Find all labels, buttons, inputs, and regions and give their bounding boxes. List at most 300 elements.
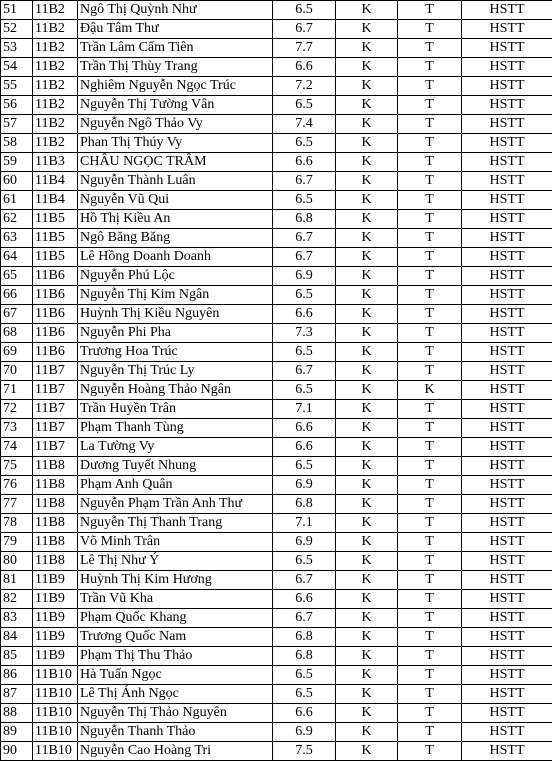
award-cell: HSTT: [462, 704, 552, 723]
score-cell: 6.7: [273, 20, 336, 39]
score-cell: 6.8: [273, 647, 336, 666]
conduct-cell: K: [336, 1, 398, 20]
score-cell: 6.6: [273, 305, 336, 324]
score-cell: 6.5: [273, 96, 336, 115]
academic-cell: T: [398, 742, 462, 761]
award-cell: HSTT: [462, 533, 552, 552]
score-cell: 6.9: [273, 533, 336, 552]
student-name: Huỳnh Thị Kiều Nguyên: [78, 305, 273, 324]
academic-cell: T: [398, 248, 462, 267]
academic-cell: T: [398, 419, 462, 438]
row-number: 84: [1, 628, 33, 647]
student-name: Dương Tuyết Nhung: [78, 457, 273, 476]
academic-cell: T: [398, 495, 462, 514]
conduct-cell: K: [336, 305, 398, 324]
award-cell: HSTT: [462, 742, 552, 761]
row-number: 58: [1, 134, 33, 153]
student-name: Lê Thị Như Ý: [78, 552, 273, 571]
conduct-cell: K: [336, 533, 398, 552]
student-name: Trương Quốc Nam: [78, 628, 273, 647]
score-cell: 6.7: [273, 609, 336, 628]
class-cell: 11B2: [33, 1, 78, 20]
score-cell: 6.5: [273, 381, 336, 400]
row-number: 60: [1, 172, 33, 191]
class-cell: 11B9: [33, 590, 78, 609]
conduct-cell: K: [336, 96, 398, 115]
score-cell: 7.5: [273, 742, 336, 761]
award-cell: HSTT: [462, 134, 552, 153]
row-number: 75: [1, 457, 33, 476]
academic-cell: T: [398, 229, 462, 248]
class-cell: 11B5: [33, 248, 78, 267]
table-row: [1, 457, 552, 476]
score-cell: 6.8: [273, 628, 336, 647]
conduct-cell: K: [336, 210, 398, 229]
conduct-cell: K: [336, 248, 398, 267]
academic-cell: T: [398, 609, 462, 628]
row-number: 77: [1, 495, 33, 514]
table-row: [1, 609, 552, 628]
class-cell: 11B2: [33, 77, 78, 96]
award-cell: HSTT: [462, 476, 552, 495]
award-cell: HSTT: [462, 210, 552, 229]
student-name: Hồ Thị Kiều An: [78, 210, 273, 229]
academic-cell: T: [398, 647, 462, 666]
class-cell: 11B7: [33, 438, 78, 457]
award-cell: HSTT: [462, 628, 552, 647]
student-name: Nguyễn Phạm Trần Anh Thư: [78, 495, 273, 514]
table-row: [1, 58, 552, 77]
table-row: [1, 210, 552, 229]
class-cell: 11B7: [33, 419, 78, 438]
academic-cell: T: [398, 685, 462, 704]
score-cell: 6.7: [273, 248, 336, 267]
conduct-cell: K: [336, 457, 398, 476]
award-cell: HSTT: [462, 571, 552, 590]
conduct-cell: K: [336, 723, 398, 742]
conduct-cell: K: [336, 400, 398, 419]
student-name: Phạm Thị Thu Thảo: [78, 647, 273, 666]
academic-cell: T: [398, 172, 462, 191]
table-row: [1, 552, 552, 571]
academic-cell: T: [398, 476, 462, 495]
table-row: [1, 134, 552, 153]
student-name: CHÂU NGỌC TRÂM: [78, 153, 273, 172]
table-row: [1, 476, 552, 495]
student-name: Lê Hồng Doanh Doanh: [78, 248, 273, 267]
award-cell: HSTT: [462, 495, 552, 514]
row-number: 69: [1, 343, 33, 362]
award-cell: HSTT: [462, 1, 552, 20]
academic-cell: T: [398, 20, 462, 39]
class-cell: 11B7: [33, 362, 78, 381]
score-cell: 6.5: [273, 191, 336, 210]
row-number: 90: [1, 742, 33, 761]
class-cell: 11B7: [33, 400, 78, 419]
award-cell: HSTT: [462, 153, 552, 172]
class-cell: 11B8: [33, 514, 78, 533]
row-number: 87: [1, 685, 33, 704]
class-cell: 11B2: [33, 58, 78, 77]
student-name: Đậu Tâm Thư: [78, 20, 273, 39]
score-cell: 6.7: [273, 172, 336, 191]
score-cell: 7.2: [273, 77, 336, 96]
conduct-cell: K: [336, 172, 398, 191]
row-number: 80: [1, 552, 33, 571]
table-row: [1, 96, 552, 115]
class-cell: 11B3: [33, 153, 78, 172]
student-name: Nguyễn Ngô Thảo Vy: [78, 115, 273, 134]
academic-cell: T: [398, 438, 462, 457]
row-number: 59: [1, 153, 33, 172]
conduct-cell: K: [336, 115, 398, 134]
class-cell: 11B9: [33, 571, 78, 590]
conduct-cell: K: [336, 191, 398, 210]
table-row: [1, 77, 552, 96]
row-number: 79: [1, 533, 33, 552]
student-name: Phạm Quốc Khang: [78, 609, 273, 628]
conduct-cell: K: [336, 286, 398, 305]
award-cell: HSTT: [462, 514, 552, 533]
row-number: 52: [1, 20, 33, 39]
class-cell: 11B7: [33, 381, 78, 400]
row-number: 61: [1, 191, 33, 210]
conduct-cell: K: [336, 628, 398, 647]
class-cell: 11B9: [33, 609, 78, 628]
award-cell: HSTT: [462, 305, 552, 324]
class-cell: 11B9: [33, 647, 78, 666]
conduct-cell: K: [336, 609, 398, 628]
student-name: Võ Minh Trân: [78, 533, 273, 552]
row-number: 70: [1, 362, 33, 381]
class-cell: 11B10: [33, 704, 78, 723]
student-name: Nguyễn Thị Kim Ngân: [78, 286, 273, 305]
class-cell: 11B2: [33, 115, 78, 134]
row-number: 56: [1, 96, 33, 115]
academic-cell: T: [398, 115, 462, 134]
class-cell: 11B8: [33, 552, 78, 571]
score-cell: 6.5: [273, 1, 336, 20]
academic-cell: T: [398, 628, 462, 647]
conduct-cell: K: [336, 552, 398, 571]
table-row: [1, 495, 552, 514]
score-cell: 6.5: [273, 343, 336, 362]
academic-cell: T: [398, 571, 462, 590]
table-row: [1, 381, 552, 400]
award-cell: HSTT: [462, 58, 552, 77]
academic-cell: T: [398, 267, 462, 286]
academic-cell: T: [398, 400, 462, 419]
class-cell: 11B5: [33, 210, 78, 229]
score-cell: 6.5: [273, 457, 336, 476]
score-cell: 6.6: [273, 438, 336, 457]
class-cell: 11B4: [33, 191, 78, 210]
table-row: [1, 419, 552, 438]
academic-cell: T: [398, 552, 462, 571]
table-row: [1, 742, 552, 761]
class-cell: 11B2: [33, 39, 78, 58]
student-name: Trần Lâm Cẩm Tiên: [78, 39, 273, 58]
score-cell: 6.5: [273, 552, 336, 571]
conduct-cell: K: [336, 77, 398, 96]
table-row: [1, 514, 552, 533]
academic-cell: T: [398, 191, 462, 210]
score-cell: 6.8: [273, 210, 336, 229]
award-cell: HSTT: [462, 324, 552, 343]
academic-cell: T: [398, 77, 462, 96]
student-name: Hà Tuấn Ngọc: [78, 666, 273, 685]
table-row: [1, 115, 552, 134]
table-row: [1, 590, 552, 609]
row-number: 71: [1, 381, 33, 400]
student-name: Huỳnh Thị Kim Hương: [78, 571, 273, 590]
academic-cell: T: [398, 1, 462, 20]
academic-cell: K: [398, 381, 462, 400]
row-number: 62: [1, 210, 33, 229]
award-cell: HSTT: [462, 362, 552, 381]
class-cell: 11B8: [33, 495, 78, 514]
class-cell: 11B9: [33, 628, 78, 647]
academic-cell: T: [398, 58, 462, 77]
score-cell: 6.6: [273, 590, 336, 609]
conduct-cell: K: [336, 476, 398, 495]
award-cell: HSTT: [462, 343, 552, 362]
score-cell: 6.5: [273, 286, 336, 305]
score-cell: 7.1: [273, 514, 336, 533]
conduct-cell: K: [336, 571, 398, 590]
score-cell: 6.6: [273, 419, 336, 438]
conduct-cell: K: [336, 419, 398, 438]
student-name: Nguyễn Cao Hoàng Tri: [78, 742, 273, 761]
conduct-cell: K: [336, 704, 398, 723]
academic-cell: T: [398, 362, 462, 381]
award-cell: HSTT: [462, 39, 552, 58]
student-name: Nguyễn Thành Luân: [78, 172, 273, 191]
table-row: [1, 1, 552, 20]
table-row: [1, 571, 552, 590]
academic-cell: T: [398, 96, 462, 115]
table-row: [1, 362, 552, 381]
score-cell: 6.8: [273, 495, 336, 514]
academic-cell: T: [398, 324, 462, 343]
table-row: [1, 343, 552, 362]
student-name: La Tường Vy: [78, 438, 273, 457]
academic-cell: T: [398, 590, 462, 609]
table-row: [1, 400, 552, 419]
student-name: Phạm Thanh Tùng: [78, 419, 273, 438]
score-cell: 6.9: [273, 476, 336, 495]
class-cell: 11B10: [33, 723, 78, 742]
academic-cell: T: [398, 457, 462, 476]
class-cell: 11B5: [33, 229, 78, 248]
table-row: [1, 723, 552, 742]
award-cell: HSTT: [462, 666, 552, 685]
award-cell: HSTT: [462, 20, 552, 39]
row-number: 53: [1, 39, 33, 58]
class-cell: 11B4: [33, 172, 78, 191]
award-cell: HSTT: [462, 609, 552, 628]
score-cell: 6.9: [273, 267, 336, 286]
student-name: Nguyễn Thanh Thảo: [78, 723, 273, 742]
award-cell: HSTT: [462, 552, 552, 571]
student-name: Nguyễn Vũ Qui: [78, 191, 273, 210]
row-number: 89: [1, 723, 33, 742]
row-number: 68: [1, 324, 33, 343]
student-name: Lê Thị Ánh Ngọc: [78, 685, 273, 704]
table-row: [1, 267, 552, 286]
award-cell: HSTT: [462, 96, 552, 115]
student-name: Trương Hoa Trúc: [78, 343, 273, 362]
score-cell: 6.9: [273, 723, 336, 742]
award-cell: HSTT: [462, 685, 552, 704]
academic-cell: T: [398, 704, 462, 723]
student-name: Ngô Thị Quỳnh Như: [78, 1, 273, 20]
conduct-cell: K: [336, 39, 398, 58]
score-cell: 6.5: [273, 134, 336, 153]
row-number: 85: [1, 647, 33, 666]
class-cell: 11B6: [33, 343, 78, 362]
student-name: Phan Thị Thúy Vy: [78, 134, 273, 153]
conduct-cell: K: [336, 343, 398, 362]
class-cell: 11B2: [33, 134, 78, 153]
score-cell: 6.6: [273, 153, 336, 172]
academic-cell: T: [398, 666, 462, 685]
table-body: [1, 1, 552, 761]
award-cell: HSTT: [462, 172, 552, 191]
class-cell: 11B8: [33, 476, 78, 495]
award-cell: HSTT: [462, 267, 552, 286]
academic-cell: T: [398, 305, 462, 324]
conduct-cell: K: [336, 362, 398, 381]
award-cell: HSTT: [462, 723, 552, 742]
row-number: 67: [1, 305, 33, 324]
conduct-cell: K: [336, 438, 398, 457]
academic-cell: T: [398, 343, 462, 362]
row-number: 66: [1, 286, 33, 305]
conduct-cell: K: [336, 666, 398, 685]
row-number: 54: [1, 58, 33, 77]
academic-cell: T: [398, 134, 462, 153]
student-name: Trần Thị Thùy Trang: [78, 58, 273, 77]
award-cell: HSTT: [462, 438, 552, 457]
score-cell: 7.7: [273, 39, 336, 58]
class-cell: 11B6: [33, 324, 78, 343]
table-row: [1, 305, 552, 324]
row-number: 83: [1, 609, 33, 628]
conduct-cell: K: [336, 134, 398, 153]
score-cell: 6.5: [273, 685, 336, 704]
conduct-cell: K: [336, 381, 398, 400]
academic-cell: T: [398, 514, 462, 533]
conduct-cell: K: [336, 20, 398, 39]
student-name: Nguyễn Phú Lộc: [78, 267, 273, 286]
row-number: 57: [1, 115, 33, 134]
class-cell: 11B8: [33, 457, 78, 476]
row-number: 64: [1, 248, 33, 267]
table-row: [1, 191, 552, 210]
award-cell: HSTT: [462, 248, 552, 267]
score-cell: 6.6: [273, 58, 336, 77]
class-cell: 11B2: [33, 96, 78, 115]
award-cell: HSTT: [462, 229, 552, 248]
class-cell: 11B8: [33, 533, 78, 552]
academic-cell: T: [398, 153, 462, 172]
score-cell: 6.7: [273, 571, 336, 590]
score-cell: 6.6: [273, 704, 336, 723]
student-name: Nguyễn Phi Pha: [78, 324, 273, 343]
award-cell: HSTT: [462, 457, 552, 476]
table-row: [1, 666, 552, 685]
class-cell: 11B6: [33, 286, 78, 305]
row-number: 55: [1, 77, 33, 96]
award-cell: HSTT: [462, 647, 552, 666]
conduct-cell: K: [336, 514, 398, 533]
award-cell: HSTT: [462, 191, 552, 210]
class-cell: 11B10: [33, 742, 78, 761]
academic-cell: T: [398, 286, 462, 305]
class-cell: 11B2: [33, 20, 78, 39]
academic-cell: T: [398, 723, 462, 742]
conduct-cell: K: [336, 267, 398, 286]
row-number: 73: [1, 419, 33, 438]
table-row: [1, 533, 552, 552]
row-number: 63: [1, 229, 33, 248]
table-row: [1, 20, 552, 39]
class-cell: 11B10: [33, 666, 78, 685]
row-number: 88: [1, 704, 33, 723]
student-name: Nguyễn Thị Thanh Trang: [78, 514, 273, 533]
student-name: Nguyễn Hoàng Thảo Ngân: [78, 381, 273, 400]
table-row: [1, 39, 552, 58]
award-cell: HSTT: [462, 419, 552, 438]
award-cell: HSTT: [462, 590, 552, 609]
student-name: Trần Vũ Kha: [78, 590, 273, 609]
award-cell: HSTT: [462, 286, 552, 305]
table-row: [1, 628, 552, 647]
table-row: [1, 438, 552, 457]
academic-cell: T: [398, 210, 462, 229]
conduct-cell: K: [336, 58, 398, 77]
conduct-cell: K: [336, 647, 398, 666]
student-name: Nghiêm Nguyễn Ngọc Trúc: [78, 77, 273, 96]
score-cell: 6.7: [273, 362, 336, 381]
conduct-cell: K: [336, 685, 398, 704]
table-row: [1, 172, 552, 191]
row-number: 82: [1, 590, 33, 609]
table-row: [1, 248, 552, 267]
row-number: 76: [1, 476, 33, 495]
row-number: 72: [1, 400, 33, 419]
class-cell: 11B10: [33, 685, 78, 704]
student-name: Trần Huyền Trân: [78, 400, 273, 419]
award-cell: HSTT: [462, 381, 552, 400]
row-number: 86: [1, 666, 33, 685]
score-cell: 6.7: [273, 229, 336, 248]
table-row: [1, 685, 552, 704]
student-name: Nguyễn Thị Trúc Ly: [78, 362, 273, 381]
conduct-cell: K: [336, 153, 398, 172]
award-cell: HSTT: [462, 400, 552, 419]
score-cell: 7.1: [273, 400, 336, 419]
conduct-cell: K: [336, 229, 398, 248]
table-row: [1, 229, 552, 248]
table-row: [1, 286, 552, 305]
table-row: [1, 647, 552, 666]
academic-cell: T: [398, 533, 462, 552]
student-name: Ngô Băng Băng: [78, 229, 273, 248]
student-name: Nguyễn Thị Tường Vân: [78, 96, 273, 115]
table-row: [1, 324, 552, 343]
